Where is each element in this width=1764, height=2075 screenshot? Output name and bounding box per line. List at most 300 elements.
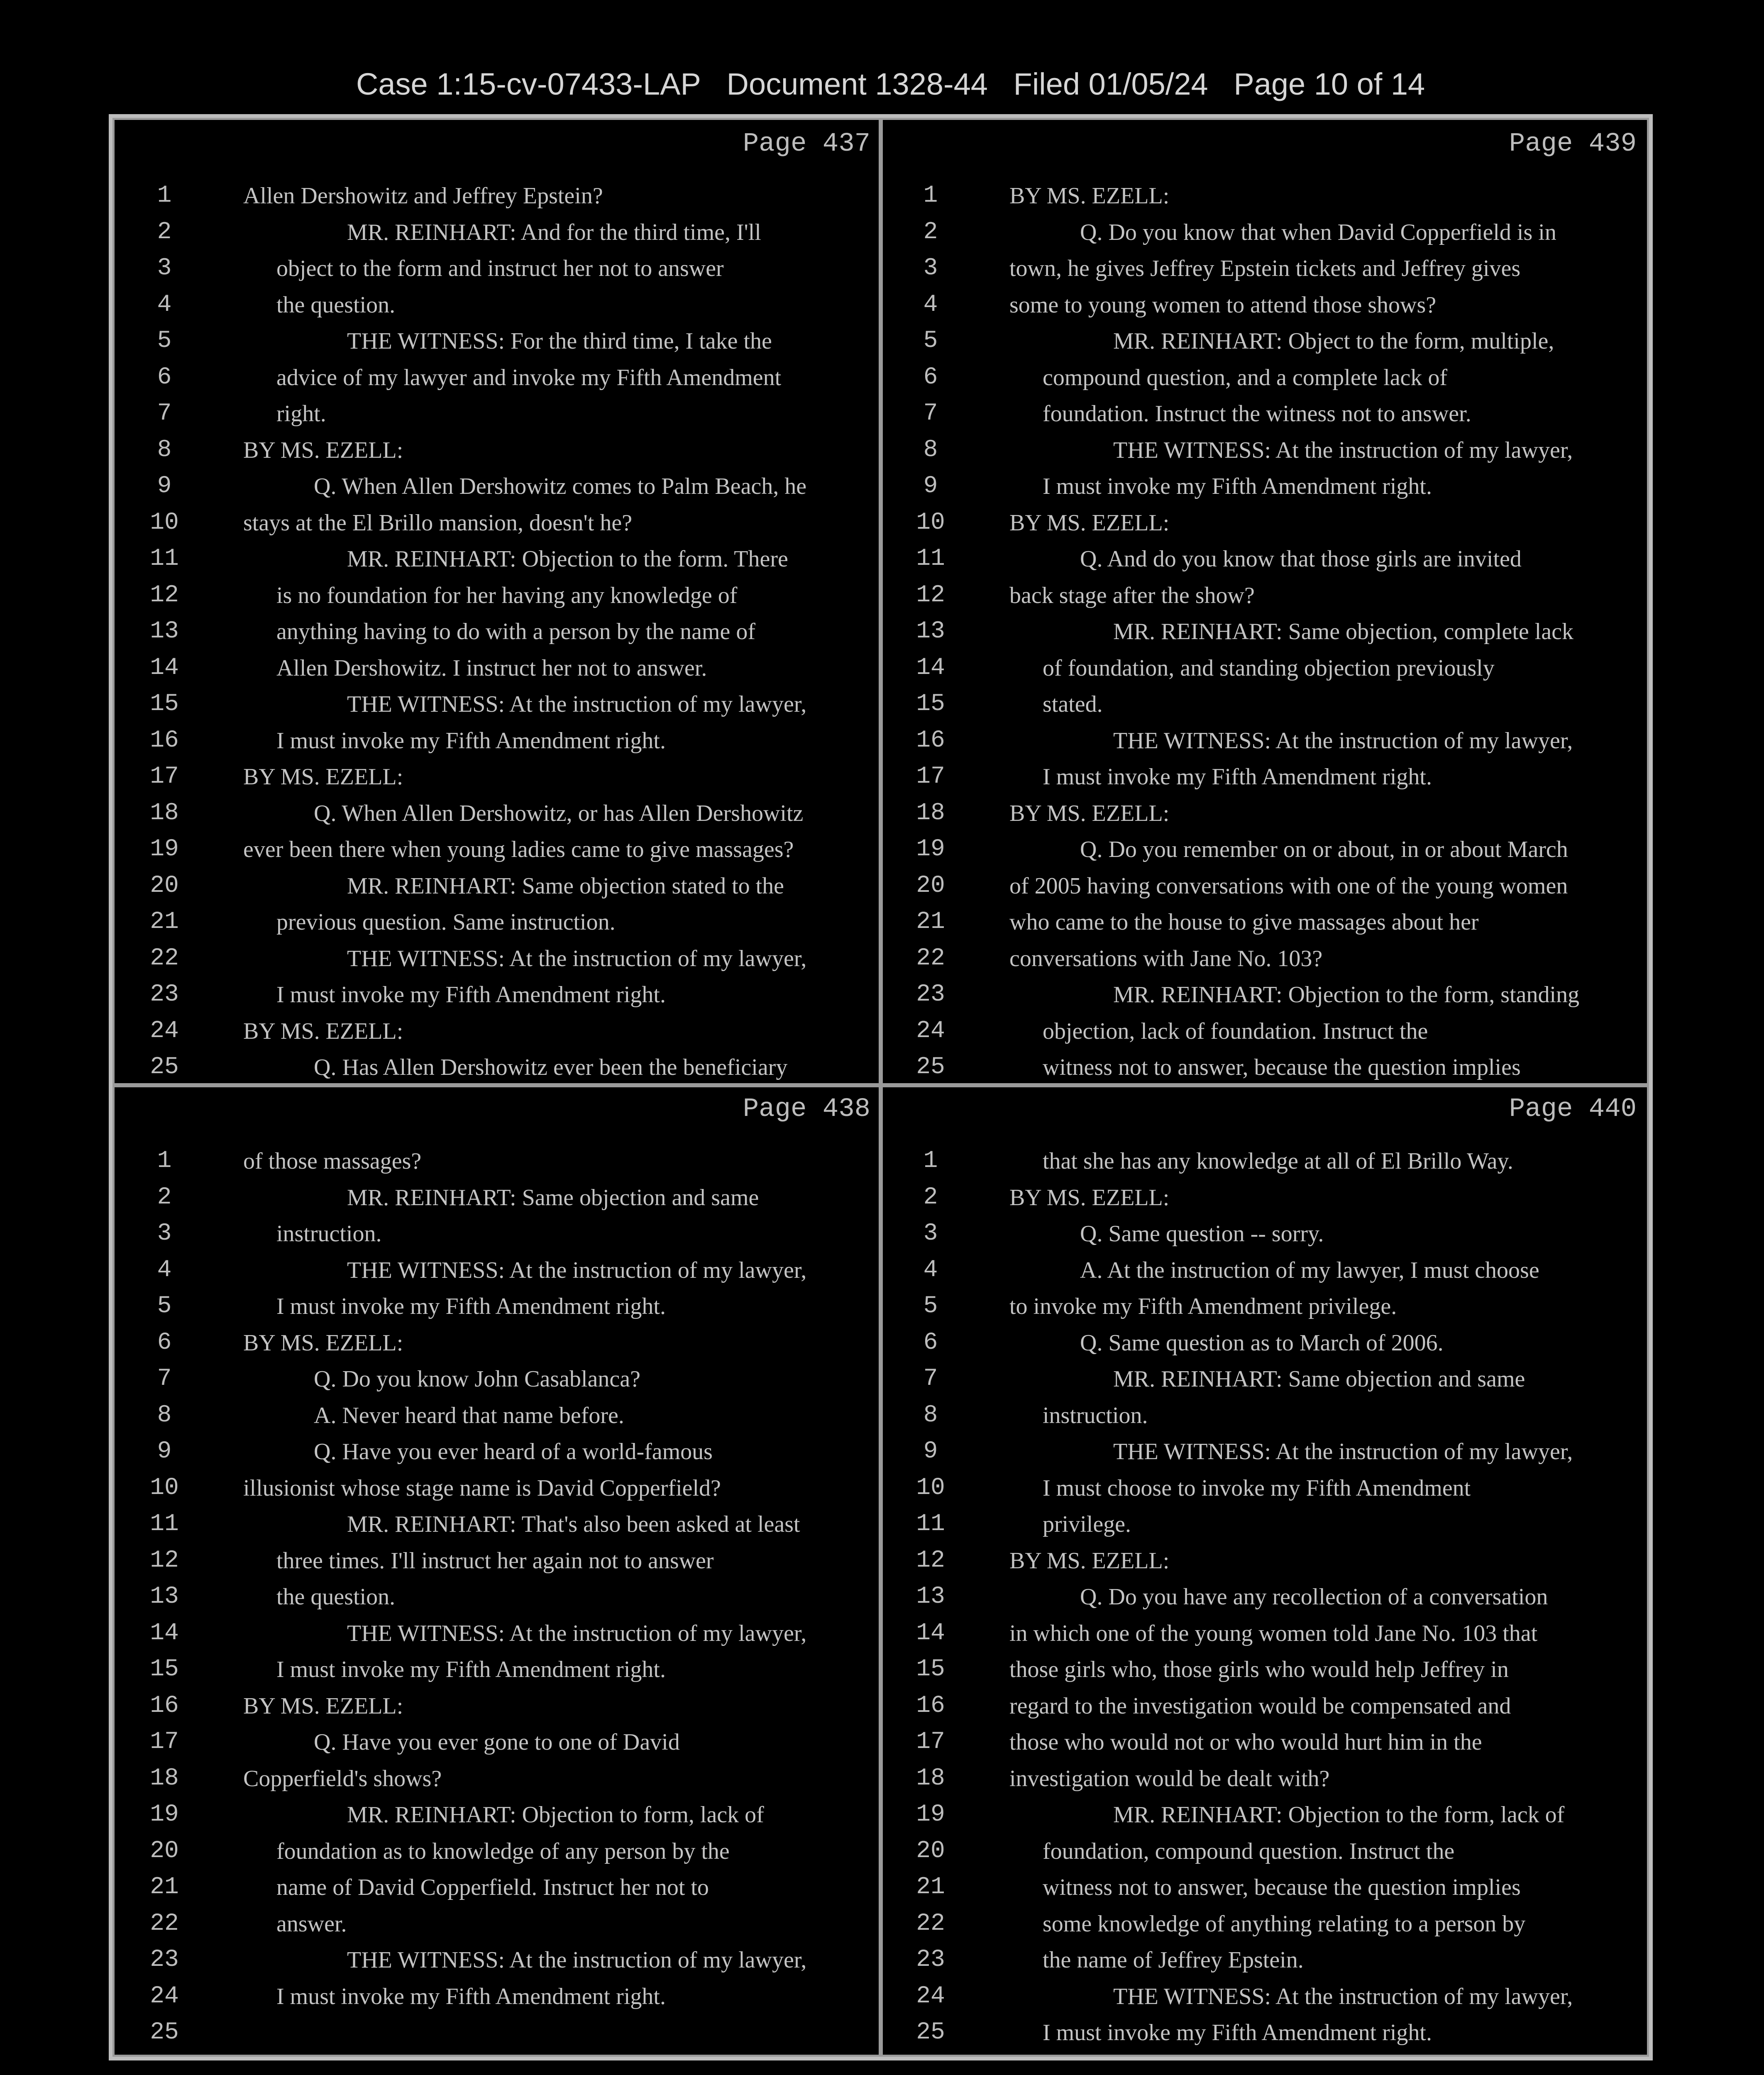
line-text: THE WITNESS: At the instruction of my lawyer,: [347, 945, 807, 972]
line-number: 12: [150, 581, 179, 609]
line-text: regard to the investigation would be compensated and: [1009, 1693, 1511, 1719]
line-number: 2: [157, 218, 172, 246]
line-number: 11: [916, 1511, 945, 1538]
transcript-line: [115, 1506, 881, 1542]
transcript-line: [115, 578, 881, 613]
line-text: foundation, compound question. Instruct the: [1043, 1838, 1455, 1864]
line-number: 6: [923, 364, 938, 391]
line-text: BY MS. EZELL:: [1009, 510, 1170, 536]
transcript-line: [881, 1216, 1647, 1252]
line-text: MR. REINHART: Object to the form, multiple,: [1113, 328, 1554, 354]
transcript-line: [881, 1543, 1647, 1579]
line-text: foundation as to knowledge of any person by the: [276, 1838, 730, 1864]
line-number: 4: [157, 1256, 172, 1284]
line-number: 5: [923, 327, 938, 354]
line-text: Q. Do you know John Casablanca?: [314, 1366, 640, 1392]
transcript-page-438: [112, 1083, 883, 2057]
transcript-line: [881, 977, 1647, 1013]
line-text: the name of Jeffrey Epstein.: [1043, 1947, 1304, 1973]
line-number: 18: [150, 1765, 179, 1792]
line-number: 22: [150, 1910, 179, 1937]
transcript-line: [881, 1579, 1647, 1615]
line-text: previous question. Same instruction.: [276, 909, 616, 935]
line-text: those girls who, those girls who would help Jeffrey in: [1009, 1657, 1509, 1682]
line-number: 10: [150, 1474, 179, 1501]
transcript-line: [881, 904, 1647, 940]
transcript-line: [881, 2015, 1647, 2051]
transcript-line: [115, 1398, 881, 1433]
transcript-line: [881, 287, 1647, 323]
line-text: investigation would be dealt with?: [1009, 1765, 1330, 1792]
transcript-line: [115, 2015, 881, 2051]
transcript-line: [881, 1979, 1647, 2014]
line-number: 25: [150, 1054, 179, 1081]
line-number: 8: [157, 436, 172, 464]
line-number: 17: [916, 1728, 945, 1755]
line-text: MR. REINHART: And for the third time, I'll: [347, 219, 761, 245]
transcript-line: [115, 904, 881, 940]
line-number: 15: [150, 691, 179, 718]
transcript-line: [115, 977, 881, 1013]
transcript-line: [881, 1470, 1647, 1506]
line-text: MR. REINHART: That's also been asked at least: [347, 1511, 800, 1537]
page-indicator: Page 10 of 14: [1234, 67, 1425, 101]
line-text: Q. Do you know that when David Copperfield is in: [1080, 219, 1556, 245]
line-text: those who would not or who would hurt him in the: [1009, 1729, 1482, 1755]
transcript-line: [881, 578, 1647, 613]
transcript-line: [881, 432, 1647, 468]
line-text: foundation. Instruct the witness not to answer.: [1043, 401, 1471, 427]
transcript-line: [115, 1724, 881, 1760]
transcript-line: [115, 323, 881, 359]
line-text: Q. When Allen Dershowitz comes to Palm Beach, he: [314, 474, 807, 499]
transcript-line: [115, 1833, 881, 1869]
transcript-line: [115, 1797, 881, 1833]
line-number: 15: [916, 691, 945, 718]
line-text: Q. Same question as to March of 2006.: [1080, 1330, 1444, 1356]
line-text: Q. When Allen Dershowitz, or has Allen Dershowitz: [314, 800, 804, 826]
line-number: 14: [150, 1619, 179, 1647]
line-number: 23: [916, 1946, 945, 1973]
line-number: 16: [916, 1692, 945, 1719]
transcript-line: [881, 650, 1647, 686]
transcript-line: [881, 1180, 1647, 1216]
line-number: 11: [916, 545, 945, 572]
line-text: Copperfield's shows?: [243, 1765, 442, 1792]
line-number: 18: [916, 1765, 945, 1792]
line-text: MR. REINHART: Objection to form, lack of: [347, 1802, 764, 1828]
line-text: I must invoke my Fifth Amendment right.: [1043, 764, 1432, 790]
line-text: THE WITNESS: At the instruction of my lawyer,: [347, 1620, 807, 1646]
line-text: some knowledge of anything relating to a person by: [1043, 1911, 1526, 1937]
transcript-line: [115, 432, 881, 468]
line-number: 21: [150, 908, 179, 935]
line-number: 21: [150, 1874, 179, 1901]
line-text: MR. REINHART: Same objection and same: [347, 1184, 759, 1211]
line-text: to invoke my Fifth Amendment privilege.: [1009, 1294, 1397, 1319]
line-text: MR. REINHART: Objection to the form. There: [347, 546, 788, 572]
line-text: BY MS. EZELL:: [1009, 800, 1170, 826]
transcript-line: [881, 360, 1647, 395]
line-number: 9: [157, 473, 172, 500]
line-text: I must invoke my Fifth Amendment right.: [276, 1294, 666, 1319]
case-header: [0, 31, 1764, 102]
line-number: 16: [150, 727, 179, 754]
transcript-line: [115, 1942, 881, 1978]
line-text: I must invoke my Fifth Amendment right.: [276, 982, 666, 1008]
line-text: BY MS. EZELL:: [243, 437, 403, 463]
transcript-line: [881, 941, 1647, 976]
transcript-line: [115, 1688, 881, 1724]
line-number: 21: [916, 1874, 945, 1901]
transcript-frame: [109, 114, 1653, 2060]
transcript-line: [881, 832, 1647, 867]
line-text: compound question, and a complete lack of: [1043, 364, 1448, 391]
line-text: stays at the El Brillo mansion, doesn't he?: [243, 510, 633, 536]
transcript-line: [881, 1688, 1647, 1724]
line-text: Q. Do you have any recollection of a conversation: [1080, 1584, 1548, 1610]
line-number: 22: [916, 945, 945, 972]
line-text: stated.: [1043, 691, 1103, 717]
line-number: 3: [157, 255, 172, 282]
line-number: 8: [157, 1401, 172, 1429]
transcript-line: [881, 1143, 1647, 1179]
line-text: conversations with Jane No. 103?: [1009, 945, 1323, 972]
transcript-line: [115, 251, 881, 286]
transcript-line: [115, 541, 881, 577]
transcript-line: [115, 215, 881, 250]
line-number: 24: [916, 1982, 945, 2010]
line-text: BY MS. EZELL:: [1009, 1548, 1170, 1574]
line-number: 17: [916, 763, 945, 790]
transcript-line: [115, 1216, 881, 1252]
line-number: 3: [157, 1220, 172, 1247]
line-text: THE WITNESS: At the instruction of my lawyer,: [1113, 1983, 1573, 2009]
line-number: 10: [916, 1474, 945, 1501]
line-text: I must invoke my Fifth Amendment right.: [276, 1657, 666, 1682]
line-number: 10: [150, 509, 179, 536]
line-text: witness not to answer, because the question implies: [1043, 1875, 1521, 1900]
transcript-line: [881, 796, 1647, 831]
line-number: 13: [150, 618, 179, 645]
line-number: 12: [150, 1547, 179, 1574]
line-number: 12: [916, 1547, 945, 1574]
line-text: BY MS. EZELL:: [243, 764, 403, 790]
transcript-line: [881, 1906, 1647, 1942]
transcript-line: [115, 360, 881, 395]
line-number: 17: [150, 1728, 179, 1755]
transcript-line: [115, 1979, 881, 2014]
line-text: THE WITNESS: At the instruction of my lawyer,: [1113, 727, 1573, 754]
line-text: instruction.: [276, 1221, 382, 1247]
line-number: 14: [150, 654, 179, 681]
line-text: of 2005 having conversations with one of the young women: [1009, 873, 1568, 899]
line-text: A. Never heard that name before.: [314, 1402, 624, 1428]
line-text: ever been there when young ladies came to give massages?: [243, 837, 794, 862]
transcript-line: [115, 1761, 881, 1797]
line-text: back stage after the show?: [1009, 582, 1255, 608]
line-text: Allen Dershowitz and Jeffrey Epstein?: [243, 183, 603, 209]
transcript-line: [881, 686, 1647, 722]
line-text: answer.: [276, 1911, 347, 1937]
page-label: Page 439: [1509, 129, 1637, 159]
line-text: THE WITNESS: For the third time, I take the: [347, 328, 772, 354]
transcript-line: [115, 469, 881, 504]
transcript-line: [881, 1398, 1647, 1433]
transcript-page-437: [112, 118, 883, 1087]
line-text: I must choose to invoke my Fifth Amendment: [1043, 1475, 1471, 1501]
transcript-page-440: [879, 1083, 1649, 2057]
line-text: Q. Have you ever heard of a world-famous: [314, 1439, 713, 1465]
line-number: 16: [150, 1692, 179, 1719]
line-text: illusionist whose stage name is David Copperfield?: [243, 1475, 721, 1501]
line-number: 15: [150, 1656, 179, 1683]
line-text: of those massages?: [243, 1148, 422, 1174]
line-number: 1: [923, 182, 938, 209]
line-number: 22: [916, 1910, 945, 1937]
transcript-line: [115, 1361, 881, 1397]
line-text: BY MS. EZELL:: [243, 1330, 403, 1356]
line-number: 1: [157, 1147, 172, 1174]
line-number: 23: [150, 1946, 179, 1973]
line-number: 20: [916, 872, 945, 899]
line-number: 4: [923, 291, 938, 318]
transcript-line: [115, 796, 881, 831]
transcript-line: [115, 396, 881, 432]
line-number: 19: [916, 1801, 945, 1828]
transcript-line: [881, 1833, 1647, 1869]
line-number: 18: [150, 799, 179, 827]
line-number: 9: [157, 1438, 172, 1465]
transcript-line: [115, 941, 881, 976]
line-text: the question.: [276, 1584, 396, 1610]
transcript-line: [115, 1050, 881, 1085]
page-label: Page 438: [743, 1094, 870, 1124]
line-number: 24: [150, 1982, 179, 2010]
line-number: 13: [916, 618, 945, 645]
line-number: 24: [916, 1017, 945, 1045]
line-number: 20: [150, 1837, 179, 1865]
line-number: 24: [150, 1017, 179, 1045]
case-number: Case 1:15-cv-07433-LAP: [356, 67, 701, 101]
line-text: right.: [276, 401, 326, 427]
line-text: MR. REINHART: Objection to the form, lack of: [1113, 1802, 1565, 1828]
line-number: 20: [150, 872, 179, 899]
line-text: I must invoke my Fifth Amendment right.: [1043, 474, 1432, 499]
transcript-line: [115, 178, 881, 214]
line-text: that she has any knowledge at all of El Brillo Way.: [1043, 1148, 1513, 1174]
transcript-line: [115, 759, 881, 795]
transcript-line: [881, 469, 1647, 504]
transcript-line: [881, 868, 1647, 904]
line-number: 20: [916, 1837, 945, 1865]
transcript-line: [115, 1289, 881, 1324]
line-text: Q. Same question -- sorry.: [1080, 1221, 1324, 1247]
line-text: is no foundation for her having any knowledge of: [276, 582, 738, 608]
line-text: MR. REINHART: Same objection and same: [1113, 1366, 1525, 1392]
transcript-line: [881, 1013, 1647, 1049]
line-number: 2: [923, 218, 938, 246]
line-number: 22: [150, 945, 179, 972]
line-text: THE WITNESS: At the instruction of my lawyer,: [1113, 1439, 1573, 1465]
line-number: 6: [923, 1329, 938, 1356]
line-number: 13: [150, 1583, 179, 1610]
line-number: 3: [923, 255, 938, 282]
line-text: BY MS. EZELL:: [243, 1018, 403, 1044]
transcript-line: [881, 759, 1647, 795]
line-number: 4: [923, 1256, 938, 1284]
transcript-line: [115, 1616, 881, 1651]
line-number: 7: [157, 400, 172, 427]
transcript-line: [115, 650, 881, 686]
transcript-line: [115, 1543, 881, 1579]
line-number: 7: [157, 1365, 172, 1392]
filed-date: Filed 01/05/24: [1013, 67, 1208, 101]
line-text: MR. REINHART: Same objection stated to the: [347, 873, 784, 899]
line-text: MR. REINHART: Objection to the form, standing: [1113, 982, 1580, 1008]
line-text: Q. And do you know that those girls are invited: [1080, 546, 1522, 572]
line-text: I must invoke my Fifth Amendment right.: [276, 1983, 666, 2009]
line-number: 19: [150, 836, 179, 863]
transcript-line: [115, 1470, 881, 1506]
line-number: 13: [916, 1583, 945, 1610]
line-number: 8: [923, 1401, 938, 1429]
line-number: 5: [923, 1293, 938, 1320]
line-text: town, he gives Jeffrey Epstein tickets and Jeffrey gives: [1009, 256, 1521, 281]
transcript-line: [881, 396, 1647, 432]
transcript-line: [115, 1652, 881, 1687]
line-number: 6: [157, 364, 172, 391]
line-text: anything having to do with a person by the name of: [276, 619, 755, 644]
line-number: 5: [157, 1293, 172, 1320]
transcript-line: [881, 1050, 1647, 1085]
line-number: 9: [923, 1438, 938, 1465]
line-number: 2: [157, 1184, 172, 1211]
transcript-line: [881, 215, 1647, 250]
line-text: three times. I'll instruct her again not to answer: [276, 1548, 714, 1574]
line-number: 10: [916, 509, 945, 536]
line-number: 21: [916, 908, 945, 935]
transcript-line: [115, 1143, 881, 1179]
transcript-line: [881, 178, 1647, 214]
transcript-line: [115, 1180, 881, 1216]
line-number: 7: [923, 400, 938, 427]
line-number: 19: [150, 1801, 179, 1828]
line-number: 25: [916, 1054, 945, 1081]
line-text: Q. Do you remember on or about, in or about March: [1080, 837, 1568, 862]
transcript-line: [115, 287, 881, 323]
line-number: 6: [157, 1329, 172, 1356]
transcript-line: [115, 686, 881, 722]
transcript-line: [881, 614, 1647, 649]
line-number: 2: [923, 1184, 938, 1211]
line-text: in which one of the young women told Jane No. 103 that: [1009, 1620, 1538, 1646]
transcript-line: [881, 723, 1647, 759]
line-number: 14: [916, 654, 945, 681]
line-number: 15: [916, 1656, 945, 1683]
line-number: 18: [916, 799, 945, 827]
line-number: 23: [150, 981, 179, 1008]
transcript-line: [881, 1724, 1647, 1760]
transcript-line: [881, 1361, 1647, 1397]
line-text: Allen Dershowitz. I instruct her not to answer.: [276, 655, 707, 681]
line-text: BY MS. EZELL:: [1009, 1184, 1170, 1211]
line-number: 19: [916, 836, 945, 863]
line-number: 5: [157, 327, 172, 354]
line-number: 8: [923, 436, 938, 464]
transcript-line: [881, 1797, 1647, 1833]
transcript-page-439: [879, 118, 1649, 1087]
transcript-line: [115, 868, 881, 904]
line-number: 11: [150, 1511, 179, 1538]
transcript-line: [881, 1325, 1647, 1361]
line-text: I must invoke my Fifth Amendment right.: [1043, 2020, 1432, 2046]
line-text: BY MS. EZELL:: [243, 1693, 403, 1719]
line-text: the question.: [276, 292, 396, 318]
transcript-line: [881, 1289, 1647, 1324]
line-number: 14: [916, 1619, 945, 1647]
line-number: 17: [150, 763, 179, 790]
transcript-line: [881, 1506, 1647, 1542]
transcript-line: [881, 1652, 1647, 1687]
line-text: name of David Copperfield. Instruct her not to: [276, 1875, 709, 1900]
line-text: Q. Have you ever gone to one of David: [314, 1729, 680, 1755]
transcript-line: [881, 323, 1647, 359]
line-number: 25: [916, 2019, 945, 2046]
transcript-line: [115, 614, 881, 649]
transcript-line: [115, 1013, 881, 1049]
line-text: privilege.: [1043, 1511, 1131, 1537]
line-text: object to the form and instruct her not to answer: [276, 256, 724, 281]
transcript-line: [881, 1942, 1647, 1978]
line-text: THE WITNESS: At the instruction of my lawyer,: [347, 1257, 807, 1283]
line-text: MR. REINHART: Same objection, complete lack: [1113, 619, 1573, 644]
transcript-line: [115, 1325, 881, 1361]
transcript-line: [881, 1252, 1647, 1288]
transcript-line: [881, 505, 1647, 541]
line-text: THE WITNESS: At the instruction of my lawyer,: [1113, 437, 1573, 463]
transcript-line: [115, 1579, 881, 1615]
line-text: advice of my lawyer and invoke my Fifth Amendment: [276, 364, 782, 391]
transcript-line: [115, 505, 881, 541]
transcript-line: [881, 541, 1647, 577]
line-text: of foundation, and standing objection previously: [1043, 655, 1495, 681]
line-text: who came to the house to give massages about her: [1009, 909, 1479, 935]
line-text: THE WITNESS: At the instruction of my lawyer,: [347, 691, 807, 717]
line-number: 9: [923, 473, 938, 500]
line-number: 16: [916, 727, 945, 754]
line-text: witness not to answer, because the question implies: [1043, 1055, 1521, 1080]
line-text: THE WITNESS: At the instruction of my lawyer,: [347, 1947, 807, 1973]
transcript-line: [115, 723, 881, 759]
transcript-line: [881, 1870, 1647, 1905]
transcript-line: [881, 1434, 1647, 1470]
transcript-line: [115, 1434, 881, 1470]
line-number: 3: [923, 1220, 938, 1247]
line-text: A. At the instruction of my lawyer, I must choose: [1080, 1257, 1539, 1283]
transcript-line: [115, 1252, 881, 1288]
line-text: BY MS. EZELL:: [1009, 183, 1170, 209]
transcript-line: [881, 1761, 1647, 1797]
line-number: 7: [923, 1365, 938, 1392]
page-label: Page 437: [743, 129, 870, 159]
line-number: 25: [150, 2019, 179, 2046]
page-label: Page 440: [1509, 1094, 1637, 1124]
line-number: 12: [916, 581, 945, 609]
line-text: Q. Has Allen Dershowitz ever been the beneficiary: [314, 1055, 788, 1080]
line-text: instruction.: [1043, 1402, 1148, 1428]
line-number: 23: [916, 981, 945, 1008]
